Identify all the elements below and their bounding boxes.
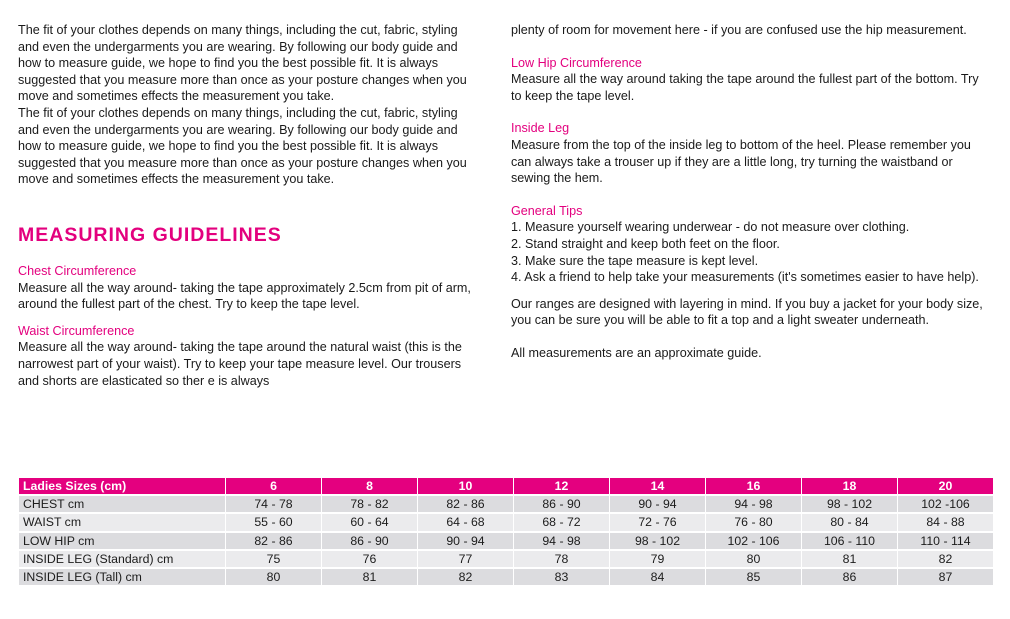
tip-item: 4. Ask a friend to help take your measurements (it's sometimes easier to have help). [511, 270, 979, 285]
waist-section [18, 323, 478, 389]
table-cell: 106 - 110 [802, 533, 897, 549]
table-row [19, 569, 993, 585]
table-cell: 82 [418, 569, 513, 585]
ranges-text: Our ranges are designed with layering in mind. If you buy a jacket for your body size, you can be sure you will be able to fit a top and a light sweater underneath. [511, 296, 983, 328]
table-row [19, 496, 993, 512]
section-heading: MEASURING GUIDELINES [18, 223, 282, 246]
table-cell: 55 - 60 [226, 514, 321, 530]
waist-text: Measure all the way around- taking the tape around the natural waist (this is the narrowest part of your waist). Try to keep your tape measure level. Our trousers and shorts are elasticated so ther e is always [18, 340, 462, 388]
table-row [19, 514, 993, 530]
header-cell: 14 [610, 478, 705, 494]
size-table [18, 476, 994, 587]
insideleg-text: Measure from the top of the inside leg to bottom of the heel. Please remember you can always take a trouser up if they are a little long, try turning the waistband or sewing the hem. [511, 137, 971, 186]
ranges-section [511, 296, 983, 329]
table-row [19, 533, 993, 549]
table-cell: 74 - 78 [226, 496, 321, 512]
table-cell: 94 - 98 [706, 496, 801, 512]
table-cell: 102 - 106 [706, 533, 801, 549]
table-cell: 60 - 64 [322, 514, 417, 530]
table-cell: CHEST cm [19, 496, 225, 512]
table-cell: 81 [322, 569, 417, 585]
table-cell: 98 - 102 [802, 496, 897, 512]
table-cell: 110 - 114 [898, 533, 993, 549]
table-cell: 94 - 98 [514, 533, 609, 549]
table-cell: 90 - 94 [418, 533, 513, 549]
tips-section [511, 203, 983, 286]
approx-note: All measurements are an approximate guide. [511, 345, 762, 360]
insideleg-section [511, 120, 983, 186]
lowhip-text: Measure all the way around taking the tape around the fullest part of the bottom. Try to keep the tape level. [511, 72, 979, 103]
table-cell: 80 - 84 [802, 514, 897, 530]
table-cell: 82 - 86 [226, 533, 321, 549]
table-cell: 80 [706, 551, 801, 567]
header-cell: Ladies Sizes (cm) [19, 478, 225, 494]
tip-item: 2. Stand straight and keep both feet on the floor. [511, 236, 780, 251]
intro-paragraph: The fit of your clothes depends on many things, including the cut, fabric, styling and even the undergarments you are wearing. By following our body guide and how to measure guide, we hope to find you the best possible fit. It is always suggested that you measure more than once as your posture changes when you move and sometimes effects the measurement you take. [18, 105, 467, 187]
size-table-header-row [19, 478, 993, 494]
table-cell: 75 [226, 551, 321, 567]
tip-item: 1. Measure yourself wearing underwear - do not measure over clothing. [511, 220, 910, 235]
table-cell: 80 [226, 569, 321, 585]
table-cell: 68 - 72 [514, 514, 609, 530]
left-column [18, 22, 478, 399]
table-cell: LOW HIP cm [19, 533, 225, 549]
table-cell: 79 [610, 551, 705, 567]
table-cell: 77 [418, 551, 513, 567]
table-cell: 83 [514, 569, 609, 585]
table-cell: 98 - 102 [610, 533, 705, 549]
chest-title: Chest Circumference [18, 263, 137, 278]
table-cell: 86 [802, 569, 897, 585]
header-cell: 12 [514, 478, 609, 494]
table-cell: 76 [322, 551, 417, 567]
table-cell: 78 [514, 551, 609, 567]
table-cell: 82 [898, 551, 993, 567]
tips-title: General Tips [511, 203, 583, 218]
chest-text: Measure all the way around- taking the tape approximately 2.5cm from pit of arm, around the fullest part of the chest. Try to keep the tape level. [18, 280, 471, 312]
waist-continued-section [511, 22, 983, 39]
header-cell: 10 [418, 478, 513, 494]
table-cell: 102 -106 [898, 496, 993, 512]
table-cell: 72 - 76 [610, 514, 705, 530]
table-cell: 84 - 88 [898, 514, 993, 530]
table-cell: 87 [898, 569, 993, 585]
table-cell: 90 - 94 [610, 496, 705, 512]
right-column [511, 22, 983, 362]
header-cell: 20 [898, 478, 993, 494]
header-cell: 8 [322, 478, 417, 494]
lowhip-section [511, 55, 983, 105]
waist-text-continued: plenty of room for movement here - if you are confused use the hip measurement. [511, 23, 967, 37]
table-cell: 86 - 90 [514, 496, 609, 512]
chest-section [18, 263, 478, 313]
table-row [19, 551, 993, 567]
table-cell: INSIDE LEG (Standard) cm [19, 551, 225, 567]
insideleg-title: Inside Leg [511, 121, 570, 136]
table-cell: 85 [706, 569, 801, 585]
table-cell: 78 - 82 [322, 496, 417, 512]
table-cell: 64 - 68 [418, 514, 513, 530]
table-cell: WAIST cm [19, 514, 225, 530]
header-cell: 16 [706, 478, 801, 494]
table-cell: 84 [610, 569, 705, 585]
tip-item: 3. Make sure the tape measure is kept level. [511, 253, 759, 268]
table-cell: INSIDE LEG (Tall) cm [19, 569, 225, 585]
intro-paragraph: The fit of your clothes depends on many things, including the cut, fabric, styling and even the undergarments you are wearing. By following our body guide and how to measure guide, we hope to find you the best possible fit. It is always suggested that you measure more than once as your posture changes when you move and sometimes effects the measurement you take. [18, 23, 467, 104]
table-cell: 82 - 86 [418, 496, 513, 512]
header-cell: 18 [802, 478, 897, 494]
waist-title: Waist Circumference [18, 323, 135, 338]
table-cell: 81 [802, 551, 897, 567]
header-cell: 6 [226, 478, 321, 494]
lowhip-title: Low Hip Circumference [511, 55, 642, 70]
table-cell: 76 - 80 [706, 514, 801, 530]
table-cell: 86 - 90 [322, 533, 417, 549]
